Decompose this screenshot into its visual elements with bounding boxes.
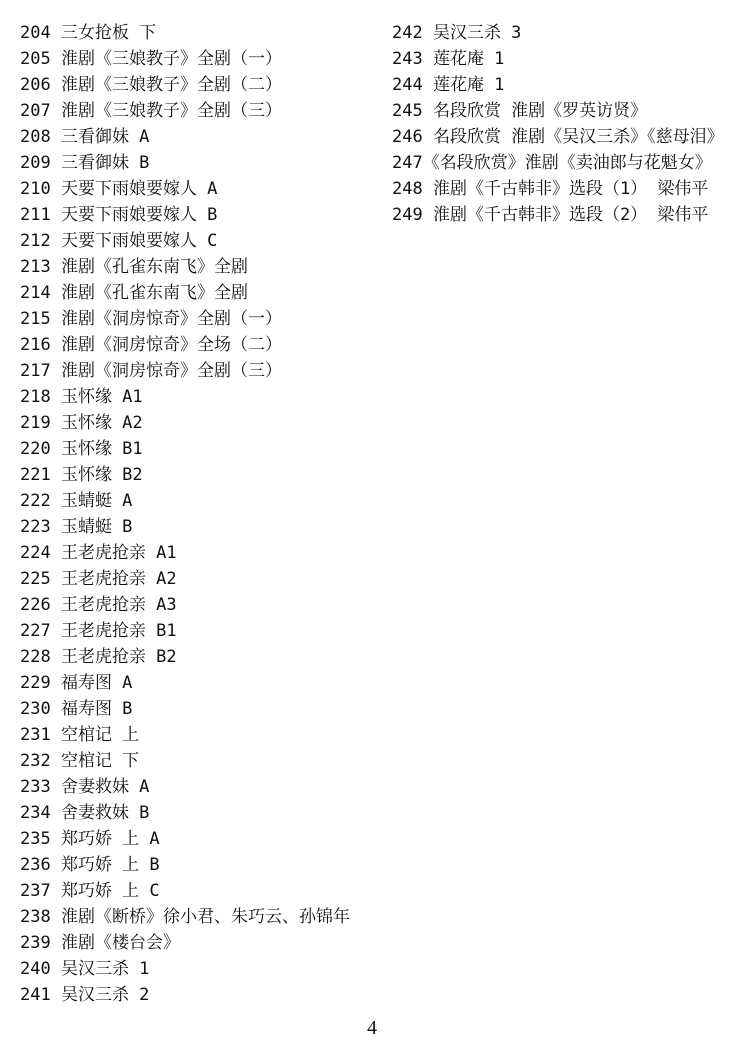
list-item: 247《名段欣赏》淮剧《卖油郎与花魁女》 — [392, 153, 712, 173]
list-item: 210 天要下雨娘要嫁人 A — [20, 179, 218, 199]
left-column — [20, 20, 370, 1008]
list-item: 216 淮剧《洞房惊奇》全场（二） — [20, 335, 282, 355]
list-item: 237 郑巧娇 上 C — [20, 881, 160, 901]
list-item: 207 淮剧《三娘教子》全剧（三） — [20, 101, 282, 121]
list-item: 234 舍妻救妹 B — [20, 803, 150, 823]
list-item: 223 玉蜻蜓 B — [20, 517, 133, 537]
list-item: 212 天要下雨娘要嫁人 C — [20, 231, 218, 251]
list-item: 226 王老虎抢亲 A3 — [20, 595, 177, 615]
list-item: 224 王老虎抢亲 A1 — [20, 543, 177, 563]
list-item: 214 淮剧《孔雀东南飞》全剧 — [20, 283, 248, 303]
list-item: 206 淮剧《三娘教子》全剧（二） — [20, 75, 282, 95]
list-item: 228 王老虎抢亲 B2 — [20, 647, 177, 667]
list-item: 231 空棺记 上 — [20, 725, 140, 745]
list-item: 221 玉怀缘 B2 — [20, 465, 143, 485]
list-item: 243 莲花庵 1 — [392, 49, 505, 69]
list-item: 219 玉怀缘 A2 — [20, 413, 143, 433]
list-item: 205 淮剧《三娘教子》全剧（一） — [20, 49, 282, 69]
list-item: 233 舍妻救妹 A — [20, 777, 150, 797]
list-item: 249 淮剧《千古韩非》选段（2） 梁伟平 — [392, 205, 709, 225]
list-item: 230 福寿图 B — [20, 699, 133, 719]
list-item: 229 福寿图 A — [20, 673, 133, 693]
list-item: 240 吴汉三杀 1 — [20, 959, 150, 979]
list-item: 218 玉怀缘 A1 — [20, 387, 143, 407]
list-item: 209 三看御妹 B — [20, 153, 150, 173]
list-item: 232 空棺记 下 — [20, 751, 140, 771]
list-item: 222 玉蜻蜓 A — [20, 491, 133, 511]
right-column — [392, 20, 738, 228]
list-item: 215 淮剧《洞房惊奇》全剧（一） — [20, 309, 282, 329]
list-item: 220 玉怀缘 B1 — [20, 439, 143, 459]
list-item: 245 名段欣赏 淮剧《罗英访贤》 — [392, 101, 648, 121]
list-item: 227 王老虎抢亲 B1 — [20, 621, 177, 641]
list-item: 238 淮剧《断桥》徐小君、朱巧云、孙锦年 — [20, 907, 350, 927]
list-item: 213 淮剧《孔雀东南飞》全剧 — [20, 257, 248, 277]
page-number: 4 — [367, 1017, 377, 1039]
list-item: 242 吴汉三杀 3 — [392, 23, 522, 43]
list-item: 248 淮剧《千古韩非》选段（1） 梁伟平 — [392, 179, 709, 199]
list-item: 217 淮剧《洞房惊奇》全剧（三） — [20, 361, 282, 381]
list-item: 211 天要下雨娘要嫁人 B — [20, 205, 218, 225]
list-item: 241 吴汉三杀 2 — [20, 985, 150, 1005]
list-item: 208 三看御妹 A — [20, 127, 150, 147]
list-item: 244 莲花庵 1 — [392, 75, 505, 95]
list-item: 204 三女抢板 下 — [20, 23, 157, 43]
list-item: 235 郑巧娇 上 A — [20, 829, 160, 849]
list-item: 246 名段欣赏 淮剧《吴汉三杀》《慈母泪》 — [392, 127, 724, 147]
list-item: 239 淮剧《楼台会》 — [20, 933, 180, 953]
list-item: 225 王老虎抢亲 A2 — [20, 569, 177, 589]
list-item: 236 郑巧娇 上 B — [20, 855, 160, 875]
